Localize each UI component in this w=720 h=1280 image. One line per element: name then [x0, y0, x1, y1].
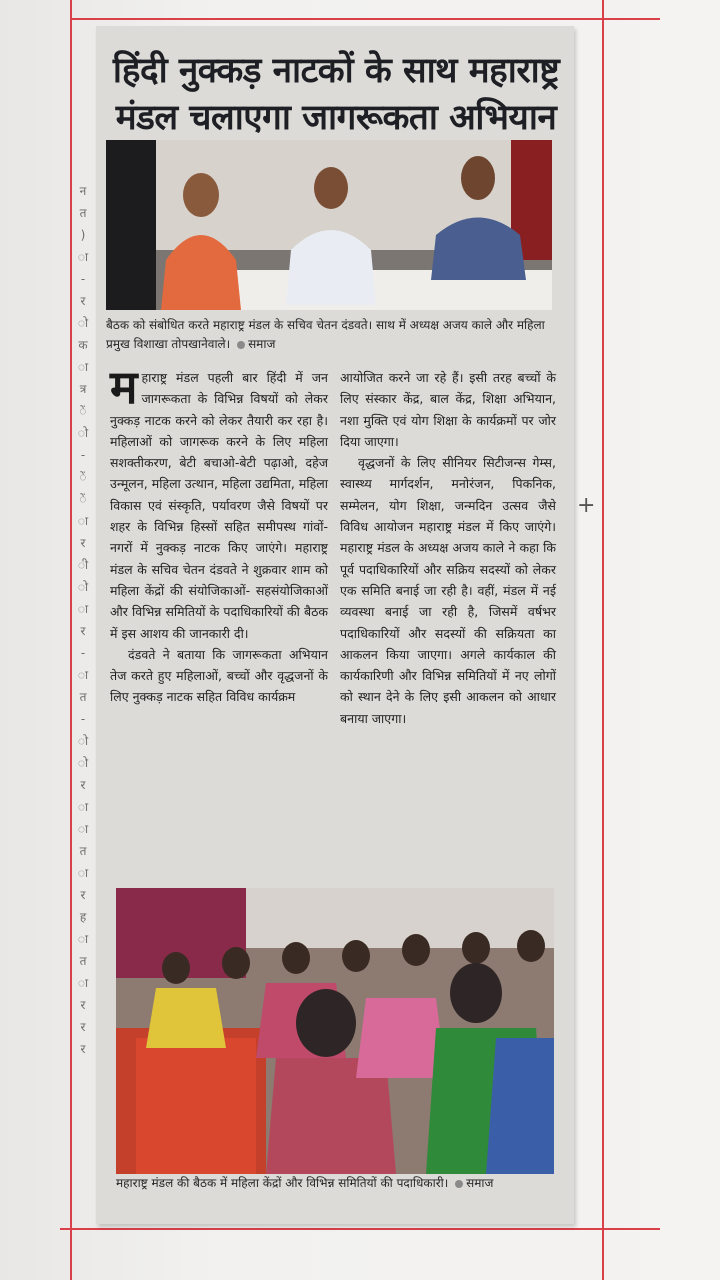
- margin-char: ा: [77, 932, 89, 946]
- margin-char: ): [80, 228, 86, 242]
- bullet-icon: [237, 341, 245, 349]
- caption-text: महाराष्ट्र मंडल की बैठक में महिला केंद्रों और विभिन्न समितियों की पदाधिकारी।: [116, 1176, 449, 1190]
- margin-line-right: [602, 0, 604, 1280]
- article-column-1: [110, 360, 328, 708]
- margin-char: न: [79, 184, 87, 198]
- margin-line-bottom: [60, 1228, 660, 1230]
- margin-char: र: [80, 998, 86, 1012]
- margin-char: ो: [77, 580, 89, 594]
- margin-char: ा: [77, 822, 89, 836]
- photo-caption-bottom: [116, 1174, 560, 1193]
- margin-char: र: [80, 624, 86, 638]
- margin-char: ी: [77, 558, 89, 572]
- plus-mark: +: [577, 493, 596, 518]
- margin-char: ह: [79, 910, 87, 924]
- photo-caption-top: [106, 316, 558, 354]
- margin-char: र: [80, 1042, 86, 1056]
- margin-char: ा: [77, 800, 89, 814]
- article-paragraph: वृद्धजनों के लिए सीनियर सिटीजन्स गेम्स, स्वास्थ्य मार्गदर्शन, मनोरंजन, पिकनिक, सम्मेलन, योग शिक्षा, जन्मदिन उत्सव जैसे विविध आयोजन महाराष्ट्र मंडल में किए जाएंगे। महाराष्ट्र मंडल के अध्यक्ष अजय काले ने कहा कि पूर्व पदाधिकारियों और सक्रिय सदस्यों को लेकर एक समिति बनाई जा रही है। वहीं, मंडल में नई व्यवस्था बनाई जा रही है, जिसमें वर्षभर पदाधिकारियों और सदस्यों की सक्रियता का आकलन किया जाएगा। अगले कार्यकाल की कार्यकारिणी और विभिन्न समितियों में नए लोगों को स्थान देने के लिए इसी आकलन को आधार बनाया जाएगा।: [340, 455, 556, 726]
- margin-char: ें: [79, 470, 87, 484]
- drop-cap: म: [110, 360, 138, 414]
- margin-char: ा: [77, 602, 89, 616]
- margin-char: ें: [79, 404, 87, 418]
- margin-char: -: [80, 448, 86, 462]
- margin-char: -: [80, 712, 86, 726]
- headline: हिंदी नुक्कड़ नाटकों के साथ महाराष्ट्र मंडल चलाएगा जागरूकता अभियान: [112, 51, 560, 138]
- margin-char: -: [80, 646, 86, 660]
- margin-char: ो: [77, 316, 89, 330]
- margin-char: त: [79, 844, 87, 858]
- photo-credit: समाज: [466, 1176, 494, 1190]
- photo-credit: समाज: [248, 337, 276, 351]
- margin-char: ो: [77, 756, 89, 770]
- margin-char: ा: [77, 360, 89, 374]
- margin-char: ा: [77, 250, 89, 264]
- margin-char: ें: [79, 492, 87, 506]
- margin-char: त: [79, 690, 87, 704]
- article-paragraph: हाराष्ट्र मंडल पहली बार हिंदी में जन जागरूकता के विभिन्न विषयों को लेकर नुक्कड़ नाटक करने को लेकर तैयारी कर रहा है। महिलाओं को जागरूक करने के लिए महिला सशक्तीकरण, बेटी बचाओ-बेटी पढ़ाओ, दहेज उन्मूलन, महिला उत्थान, महिला उद्यमिता, महिला विकास एवं संस्कृति, पर्यावरण जैसे विषयों पर शहर के विभिन्न हिस्सों सहित समीपस्थ गांवों- नगरों में नुक्कड़ नाटक किए जाएंगे। महाराष्ट्र मंडल के सचिव चेतन दंडवते ने शुक्रवार शाम को महिला केंद्रों की संयोजिकाओं- सहसंयोजिकाओं और विभिन्न समितियों के पदाधिकारियों की बैठक में इस आशय की जानकारी दी।: [110, 370, 328, 641]
- audience-photo-icon: [116, 888, 554, 1174]
- margin-char: त: [79, 206, 87, 220]
- article-paragraph: आयोजित करने जा रहे हैं। इसी तरह बच्चों के लिए संस्कार केंद्र, बाल केंद्र, शिक्षा अभियान, नशा मुक्ति एवं योग शिक्षा के कार्यक्रमों पर जोर दिया जाएगा।: [340, 370, 556, 449]
- article-paragraph: दंडवते ने बताया कि जागरूकता अभियान तेज करते हुए महिलाओं, बच्चों और वृद्धजनों के लिए नुक्कड़ नाटक सहित विविध कार्यक्रम: [110, 646, 328, 705]
- bullet-icon: [455, 1180, 463, 1188]
- margin-char: ा: [77, 514, 89, 528]
- margin-char: र: [80, 294, 86, 308]
- margin-char: ो: [77, 426, 89, 440]
- caption-text: बैठक को संबोधित करते महाराष्ट्र मंडल के सचिव चेतन दंडवते। साथ में अध्यक्ष अजय काले और महिला प्रमुख विशाखा तोपखानेवाले।: [106, 318, 545, 351]
- meeting-photo: [106, 140, 552, 310]
- margin-char: र: [80, 778, 86, 792]
- margin-char: -: [80, 272, 86, 286]
- margin-char: ा: [77, 668, 89, 682]
- margin-char: ा: [77, 976, 89, 990]
- margin-char: र: [80, 536, 86, 550]
- margin-char: त्र: [79, 382, 87, 396]
- margin-char: ो: [77, 734, 89, 748]
- margin-line-top: [70, 18, 660, 20]
- article-column-2: [340, 367, 556, 729]
- margin-char: र: [80, 888, 86, 902]
- audience-photo: [116, 888, 554, 1174]
- margin-char: र: [80, 1020, 86, 1034]
- margin-char: ा: [77, 866, 89, 880]
- meeting-photo-icon: [106, 140, 552, 310]
- margin-bleed-text: [72, 180, 94, 1060]
- margin-char: त: [79, 954, 87, 968]
- margin-char: क: [78, 338, 88, 352]
